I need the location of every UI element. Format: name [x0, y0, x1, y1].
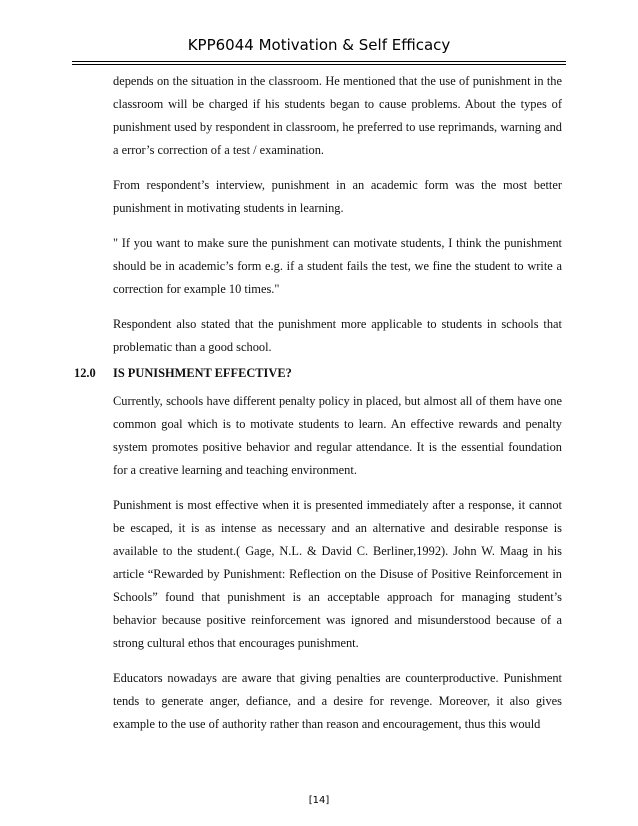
paragraph: Currently, schools have different penalty policy in placed, but almost all of them have one common goal which is to motivate students to learn. An effective rewards and penalty system promotes positive behavior and regular attendance. It is the essential foundation for a creative learning and teaching environment. [113, 394, 562, 477]
paragraph: Respondent also stated that the punishment more applicable to students in schools that problematic than a good school. [113, 317, 562, 354]
body-text-section [113, 390, 562, 736]
page-header-title: KPP6044 Motivation & Self Efficacy [187, 36, 451, 54]
quote-paragraph: " If you want to make sure the punishment can motivate students, I think the punishment should be in academic’s form e.g. if a student fails the test, we fine the student to write a correction for example 10 times." [113, 236, 562, 296]
body-text-top [113, 70, 562, 359]
section-title: IS PUNISHMENT EFFECTIVE? [113, 366, 292, 380]
header-rule-thick [72, 61, 566, 62]
paragraph: From respondent’s interview, punishment in an academic form was the most better punishment in motivating students in learning. [113, 178, 562, 215]
page-number: [14] [308, 795, 330, 806]
paragraph: Punishment is most effective when it is presented immediately after a response, it cannot be escaped, it is as intense as necessary and an alternative and desirable response is available to the student.( Gage, N.L. & David C. Berliner,1992). John W. Maag in his article “Rewarded by Punishment: Reflection on the Disuse of Positive Reinforcement in Schools” found that punishment is an acceptable approach for managing student’s behavior because positive reinforcement was ignored and misunderstood because of a strong cultural ethos that encourages punishment. [113, 498, 562, 650]
header-rule-thin [72, 64, 566, 65]
paragraph: Educators nowadays are aware that giving penalties are counterproductive. Punishment tends to generate anger, defiance, and a desire for revenge. Moreover, it also gives example to the use of authority rather than reason and encouragement, thus this would [113, 671, 562, 731]
paragraph: depends on the situation in the classroom. He mentioned that the use of punishment in the classroom will be charged if his students began to cause problems. About the types of punishment used by respondent in classroom, he preferred to use reprimands, warning and a error’s correction of a test / examination. [113, 74, 562, 157]
section-number: 12.0 [74, 366, 96, 380]
